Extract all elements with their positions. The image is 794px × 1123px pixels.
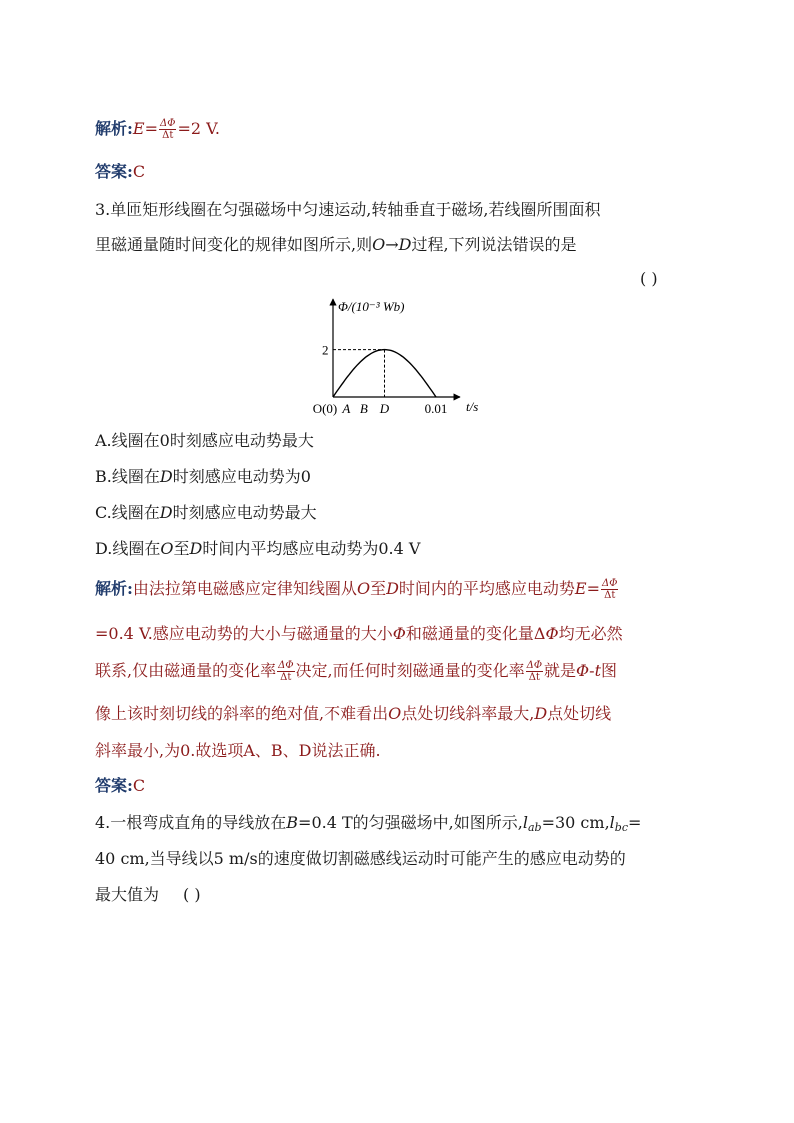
- q4-answer-parentheses: ( ): [183, 885, 201, 904]
- q3-answer: [95, 776, 145, 796]
- x-tick-B: B: [359, 401, 368, 416]
- x-tick-A: A: [342, 401, 351, 416]
- q2-analysis: 解析:E= $\frac{\Delta\Phi}{\Delta t}$ =2 V.: [95, 118, 220, 141]
- fraction: $\frac{\Delta\Phi}{\Delta t}$: [602, 578, 618, 601]
- flux-time-chart: [300, 295, 500, 420]
- q3-analysis-line4: 像上该时刻切线的斜率的绝对值,不难看出O点处切线斜率最大,D点处切线: [95, 704, 612, 723]
- answer-label: 答案:: [95, 776, 133, 795]
- q3-stem-line1: 3.单匝矩形线圈在匀强磁场中匀速运动,转轴垂直于磁场,若线圈所围面积: [95, 200, 601, 219]
- option-a: A.线圈在0时刻感应电动势最大: [95, 431, 314, 450]
- y-axis-label: Φ/(10⁻³ Wb): [338, 299, 405, 314]
- q2-answer: [95, 162, 145, 182]
- x-tick-0.01: 0.01: [424, 401, 448, 416]
- option-d: D.线圈在O至D时间内平均感应电动势为0.4 V: [95, 539, 421, 558]
- x-tick-origin: O(0): [312, 401, 338, 416]
- q3-analysis-line5: 斜率最小,为0.故选项A、B、D说法正确.: [95, 741, 381, 760]
- q3-analysis-line1: 解析:由法拉第电磁感应定律知线圈从O至D时间内的平均感应电动势E= $\frac{\Delta\Phi}{\Delta t}$: [95, 578, 618, 601]
- q3-analysis-line2: =0.4 V.感应电动势的大小与磁通量的大小Φ和磁通量的变化量ΔΦ均无必然: [95, 624, 623, 643]
- fraction: $\frac{\Delta\Phi}{\Delta t}$: [278, 660, 294, 683]
- x-tick-D: D: [379, 401, 390, 416]
- x-axis-label: t/s: [466, 399, 479, 414]
- answer-label: 答案:: [95, 162, 133, 181]
- y-tick-label: 2: [322, 342, 329, 358]
- analysis-label: 解析:: [95, 579, 133, 598]
- fraction: $\frac{\Delta\Phi}{\Delta t}$: [160, 118, 176, 141]
- option-c: C.线圈在D时刻感应电动势最大: [95, 503, 317, 522]
- option-b: B.线圈在D时刻感应电动势为0: [95, 467, 311, 486]
- q3-analysis-line3: 联系,仅由磁通量的变化率 $\frac{\Delta\Phi}{\Delta t}$ 决定,而任何时刻磁通量的变化率 $\frac{\Delta\Phi}{\Delta t}$ 就是Φ-t图: [95, 660, 618, 683]
- q4-stem-line1: 4.一根弯成直角的导线放在B=0.4 T的匀强磁场中,如图所示$,l_{ab}=30$ $cm,l_{bc}=$: [95, 813, 642, 834]
- q3-stem-line2: 里磁通量随时间变化的规律如图所示,则O→D过程,下列说法错误的是: [95, 235, 577, 254]
- q4-stem-line2: 40 cm,当导线以5 m/s的速度做切割磁感线运动时可能产生的感应电动势的: [95, 849, 626, 868]
- fraction: $\frac{\Delta\Phi}{\Delta t}$: [526, 660, 543, 683]
- q4-stem-line3: 最大值为 ( ): [95, 885, 201, 904]
- analysis-label: 解析:: [95, 119, 133, 138]
- answer-value: C: [132, 162, 146, 181]
- q3-answer-parentheses: ( ): [640, 269, 658, 288]
- answer-value: C: [132, 776, 146, 795]
